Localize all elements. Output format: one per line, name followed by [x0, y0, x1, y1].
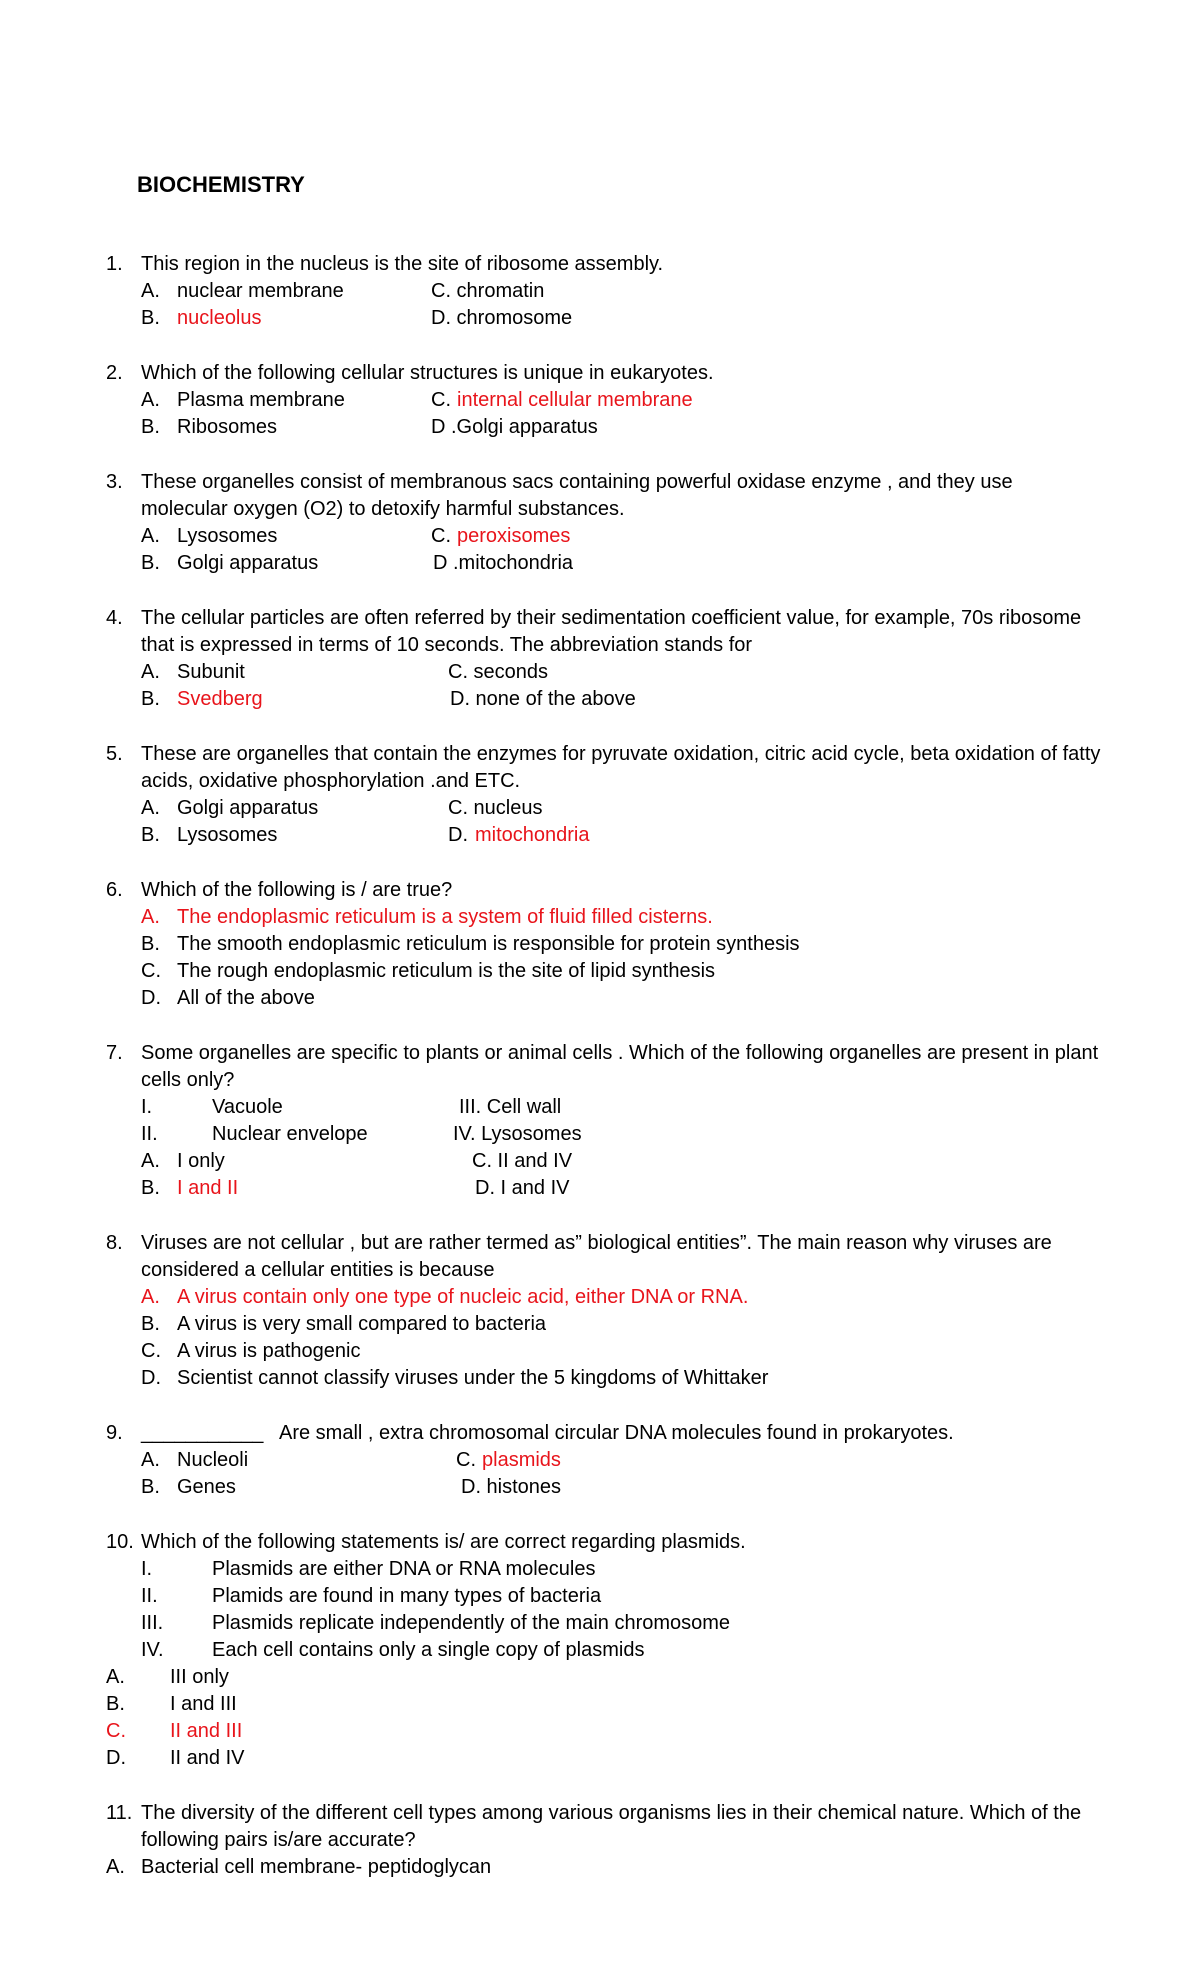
- q4-text-line1: The cellular particles are often referred by their sedimentation coefficient value, for example, 70s ribosome: [141, 607, 1082, 629]
- q5-option-a: Golgi apparatus: [177, 797, 319, 819]
- q10-statement-i-number: I.: [141, 1558, 153, 1580]
- q7-option-d: D. I and IV: [475, 1177, 570, 1199]
- q5-option-c: C. nucleus: [448, 797, 543, 819]
- q1-option-b-answer: nucleolus: [177, 307, 262, 329]
- q10-statement-ii-number: II.: [141, 1585, 158, 1607]
- q10-statement-ii: Plamids are found in many types of bacteria: [212, 1585, 602, 1607]
- q4-option-c: C. seconds: [448, 661, 549, 683]
- q3-text-line1: These organelles consist of membranous sacs containing powerful oxidase enzyme , and they use: [141, 471, 1013, 493]
- page-title: BIOCHEMISTRY: [137, 172, 305, 197]
- q2-option-c-letter: C.: [431, 389, 451, 411]
- q6-option-d-letter: D.: [141, 987, 161, 1009]
- q5-option-a-letter: A.: [141, 797, 160, 819]
- q7-option-b-answer: I and II: [177, 1177, 239, 1199]
- q6-number: 6.: [106, 879, 123, 901]
- q5-text-line2: acids, oxidative phosphorylation .and ETC.: [141, 770, 521, 792]
- q9-text: Are small , extra chromosomal circular DNA molecules found in prokaryotes.: [279, 1422, 954, 1444]
- q8-option-c-letter: C.: [141, 1340, 161, 1362]
- q4-option-a: Subunit: [177, 661, 245, 683]
- q9-option-b-letter: B.: [141, 1476, 160, 1498]
- q6-option-a-answer: The endoplasmic reticulum is a system of fluid filled cisterns.: [177, 906, 713, 928]
- q6-option-a-letter: A.: [141, 906, 160, 928]
- q6-option-b: The smooth endoplasmic reticulum is responsible for protein synthesis: [177, 933, 800, 955]
- q10-option-d: II and IV: [170, 1747, 245, 1769]
- q8-option-b-letter: B.: [141, 1313, 160, 1335]
- q10-text: Which of the following statements is/ are correct regarding plasmids.: [141, 1531, 746, 1553]
- q7-option-a: I only: [177, 1150, 225, 1172]
- q11-option-a-letter: A.: [106, 1856, 125, 1878]
- q10-option-b-letter: B.: [106, 1693, 125, 1715]
- q10-statement-iii: Plasmids replicate independently of the main chromosome: [212, 1612, 731, 1634]
- q9-option-c-letter: C.: [456, 1449, 476, 1471]
- q6-text: Which of the following is / are true?: [141, 879, 453, 901]
- q10-option-b: I and III: [170, 1693, 237, 1715]
- q10-statement-iv-number: IV.: [141, 1639, 164, 1661]
- q7-statement-iv: IV. Lysosomes: [453, 1123, 582, 1145]
- q2-option-d: D .Golgi apparatus: [431, 416, 598, 438]
- q6-option-c-letter: C.: [141, 960, 161, 982]
- q2-option-b-letter: B.: [141, 416, 160, 438]
- q10-option-a-letter: A.: [106, 1666, 125, 1688]
- q2-option-a: Plasma membrane: [177, 389, 345, 411]
- q2-number: 2.: [106, 362, 123, 384]
- q2-text: Which of the following cellular structures is unique in eukaryotes.: [141, 362, 714, 384]
- q10-statement-iv: Each cell contains only a single copy of plasmids: [212, 1639, 645, 1661]
- q2-option-a-letter: A.: [141, 389, 160, 411]
- q3-option-d: D .mitochondria: [433, 552, 574, 574]
- q11-option-a: Bacterial cell membrane- peptidoglycan: [141, 1856, 492, 1878]
- q5-option-d-answer: mitochondria: [475, 824, 590, 846]
- q7-option-c: C. II and IV: [472, 1150, 573, 1172]
- q8-text-line2: considered a cellular entities is because: [141, 1259, 495, 1281]
- q7-text-line2: cells only?: [141, 1069, 235, 1091]
- q7-statement-iii: III. Cell wall: [459, 1096, 562, 1118]
- q5-option-b-letter: B.: [141, 824, 160, 846]
- q3-text-line2: molecular oxygen (O2) to detoxify harmful substances.: [141, 498, 625, 520]
- q6-option-d: All of the above: [177, 987, 315, 1009]
- q7-option-a-letter: A.: [141, 1150, 160, 1172]
- q9-option-a: Nucleoli: [177, 1449, 249, 1471]
- q3-option-c-answer: peroxisomes: [457, 525, 571, 547]
- q8-text-line1: Viruses are not cellular , but are rather termed as” biological entities”. The main reason why viruses are: [141, 1232, 1052, 1254]
- q1-option-b-letter: B.: [141, 307, 160, 329]
- q9-blank: ___________: [141, 1422, 264, 1444]
- q7-statement-ii-number: II.: [141, 1123, 158, 1145]
- q5-number: 5.: [106, 743, 123, 765]
- q5-text-line1: These are organelles that contain the enzymes for pyruvate oxidation, citric acid cycle, beta oxidation of fatty: [141, 743, 1101, 765]
- q11-text-line1: The diversity of the different cell types among various organisms lies in their chemical nature. Which of the: [141, 1802, 1082, 1824]
- q7-option-b-letter: B.: [141, 1177, 160, 1199]
- q1-option-c: C. chromatin: [431, 280, 545, 302]
- q4-option-d: D. none of the above: [450, 688, 636, 710]
- q2-option-c-answer: internal cellular membrane: [457, 389, 693, 411]
- q11-text-line2: following pairs is/are accurate?: [141, 1829, 416, 1851]
- q3-option-b-letter: B.: [141, 552, 160, 574]
- q3-number: 3.: [106, 471, 123, 493]
- q5-option-b: Lysosomes: [177, 824, 278, 846]
- q8-option-b: A virus is very small compared to bacteria: [177, 1313, 547, 1335]
- q8-option-d: Scientist cannot classify viruses under the 5 kingdoms of Whittaker: [177, 1367, 769, 1389]
- q7-statement-i: Vacuole: [212, 1096, 283, 1118]
- q4-option-a-letter: A.: [141, 661, 160, 683]
- q9-option-d: D. histones: [461, 1476, 562, 1498]
- q4-text-line2: that is expressed in terms of 10 seconds. The abbreviation stands for: [141, 634, 753, 656]
- q1-number: 1.: [106, 253, 123, 275]
- q4-option-b-answer: Svedberg: [177, 688, 263, 710]
- q10-number: 10.: [106, 1531, 134, 1553]
- q7-statement-i-number: I.: [141, 1096, 153, 1118]
- q9-option-a-letter: A.: [141, 1449, 160, 1471]
- q9-option-b: Genes: [177, 1476, 236, 1498]
- q10-option-c-letter: C.: [106, 1720, 126, 1742]
- q1-option-d: D. chromosome: [431, 307, 573, 329]
- q1-text: This region in the nucleus is the site of ribosome assembly.: [141, 253, 664, 275]
- q5-option-d-letter: D.: [448, 824, 468, 846]
- q3-option-a: Lysosomes: [177, 525, 278, 547]
- q4-number: 4.: [106, 607, 123, 629]
- q8-option-c: A virus is pathogenic: [177, 1340, 361, 1362]
- q7-text-line1: Some organelles are specific to plants or animal cells . Which of the following organelles are present in plant: [141, 1042, 1099, 1064]
- q10-option-c-answer: II and III: [170, 1720, 243, 1742]
- q11-number: 11.: [106, 1802, 133, 1824]
- q7-statement-ii: Nuclear envelope: [212, 1123, 368, 1145]
- q8-option-a-answer: A virus contain only one type of nucleic acid, either DNA or RNA.: [177, 1286, 749, 1308]
- q10-option-d-letter: D.: [106, 1747, 126, 1769]
- q3-option-a-letter: A.: [141, 525, 160, 547]
- q10-statement-iii-number: III.: [141, 1612, 164, 1634]
- q2-option-b: Ribosomes: [177, 416, 278, 438]
- q10-statement-i: Plasmids are either DNA or RNA molecules: [212, 1558, 596, 1580]
- q4-option-b-letter: B.: [141, 688, 160, 710]
- q8-option-a-letter: A.: [141, 1286, 160, 1308]
- q3-option-c-letter: C.: [431, 525, 451, 547]
- q7-number: 7.: [106, 1042, 123, 1064]
- q9-number: 9.: [106, 1422, 123, 1444]
- q1-option-a-letter: A.: [141, 280, 160, 302]
- q6-option-c: The rough endoplasmic reticulum is the site of lipid synthesis: [177, 960, 716, 982]
- q8-option-d-letter: D.: [141, 1367, 161, 1389]
- q8-number: 8.: [106, 1232, 123, 1254]
- q1-option-a: nuclear membrane: [177, 280, 344, 302]
- q10-option-a: III only: [170, 1666, 229, 1688]
- q3-option-b: Golgi apparatus: [177, 552, 319, 574]
- q6-option-b-letter: B.: [141, 933, 160, 955]
- q9-option-c-answer: plasmids: [482, 1449, 561, 1471]
